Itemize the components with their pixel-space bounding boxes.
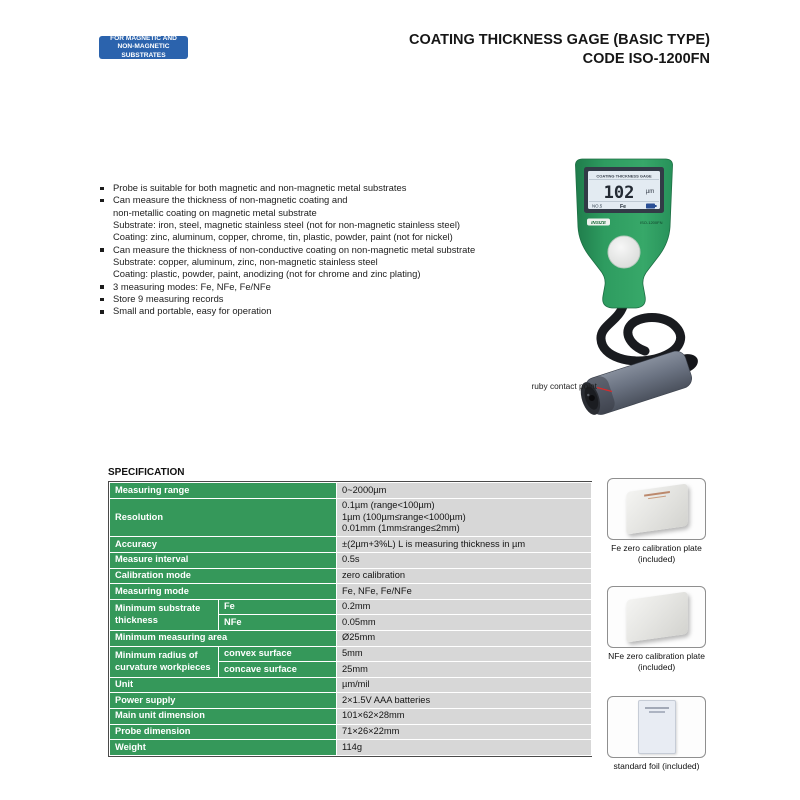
spec-row bbox=[110, 708, 592, 724]
bullet-icon bbox=[100, 285, 104, 289]
substrates-badge bbox=[99, 36, 188, 59]
plate-marking bbox=[648, 495, 666, 499]
spec-label-cell: Minimum measuring area bbox=[110, 630, 337, 646]
feature-text: Coating: plastic, powder, paint, anodizing (not for chrome and zinc plating) bbox=[113, 268, 421, 280]
spec-row bbox=[110, 552, 592, 568]
spec-label-cell: Unit bbox=[110, 677, 337, 693]
specification-heading: SPECIFICATION bbox=[108, 467, 185, 478]
spec-label-cell: Main unit dimension bbox=[110, 708, 337, 724]
feature-item-continuation bbox=[99, 231, 539, 243]
spec-sublabel-cell: convex surface bbox=[219, 646, 337, 662]
spec-label-cell: Minimum radius of curvature workpieces bbox=[110, 646, 219, 677]
feature-list bbox=[99, 182, 539, 318]
spec-value-cell: 101×62×28mm bbox=[337, 708, 592, 724]
feature-text: Coating: zinc, aluminum, copper, chrome, tin, plastic, powder, paint (not for nickel) bbox=[113, 231, 453, 243]
feature-text: non-metallic coating on magnetic metal substrate bbox=[113, 206, 317, 218]
feature-item-continuation bbox=[99, 268, 539, 280]
caption-line: (included) bbox=[637, 661, 676, 672]
spec-value-cell: 0.05mm bbox=[337, 615, 592, 631]
caption-line: Fe zero calibration plate bbox=[611, 543, 702, 553]
spec-label-cell: Minimum substrate thickness bbox=[110, 599, 219, 630]
foil-marking bbox=[649, 711, 665, 713]
spec-value-cell bbox=[337, 498, 592, 537]
spec-row bbox=[110, 483, 592, 499]
caption-line: (included) bbox=[637, 553, 676, 564]
spec-value-cell: 0~2000µm bbox=[337, 483, 592, 499]
spec-label-cell: Probe dimension bbox=[110, 724, 337, 740]
fe-zero-plate-image bbox=[626, 483, 687, 534]
spec-sublabel-cell: NFe bbox=[219, 615, 337, 631]
spec-value-cell: 71×26×22mm bbox=[337, 724, 592, 740]
gauge-button bbox=[608, 236, 640, 268]
feature-item bbox=[99, 244, 539, 256]
feature-item bbox=[99, 194, 539, 206]
bullet-icon bbox=[100, 248, 104, 252]
specification-table bbox=[108, 481, 592, 757]
spec-row bbox=[110, 630, 592, 646]
accessory-caption-foil bbox=[598, 761, 715, 772]
product-code: CODE ISO-1200FN bbox=[582, 50, 710, 67]
spec-label-cell: Calibration mode bbox=[110, 568, 337, 584]
product-image-gauge bbox=[500, 115, 720, 445]
feature-text: Substrate: copper, aluminum, zinc, non-magnetic stainless steel bbox=[113, 256, 378, 268]
spec-value-cell: Ø25mm bbox=[337, 630, 592, 646]
feature-text: Can measure the thickness of non-conductive coating on non-magnetic metal substrate bbox=[113, 243, 476, 255]
bullet-icon bbox=[100, 199, 104, 203]
lcd-record-number: NO.5 bbox=[592, 203, 603, 209]
accessory-box-nfe-plate bbox=[607, 586, 706, 648]
spec-value-line: 1µm (100µm≤range<1000µm) bbox=[342, 511, 466, 522]
bullet-icon bbox=[100, 298, 104, 302]
lcd-unit: µm bbox=[645, 189, 655, 195]
spec-value-cell: 0.2mm bbox=[337, 599, 592, 615]
spec-row bbox=[110, 584, 592, 600]
feature-text: 3 measuring modes: Fe, NFe, Fe/NFe bbox=[113, 280, 271, 292]
feature-text: Probe is suitable for both magnetic and non-magnetic metal substrates bbox=[113, 182, 407, 193]
brand-logo: INSIZE bbox=[591, 219, 606, 225]
spec-row bbox=[110, 646, 592, 662]
lcd-display bbox=[584, 167, 664, 213]
spec-row bbox=[110, 724, 592, 740]
spec-label-cell: Weight bbox=[110, 740, 337, 756]
accessory-caption-fe bbox=[598, 543, 715, 564]
badge-line-2: NON-MAGNETIC SUBSTRATES bbox=[117, 43, 170, 59]
spec-value-cell: µm/mil bbox=[337, 677, 592, 693]
feature-item bbox=[99, 293, 539, 305]
feature-text: Substrate: iron, steel, magnetic stainless steel (not for non-magnetic stainless steel) bbox=[113, 219, 461, 231]
spec-value-cell: 2×1.5V AAA batteries bbox=[337, 693, 592, 709]
probe-cable bbox=[601, 303, 681, 361]
spec-label-cell: Accuracy bbox=[110, 537, 337, 553]
feature-item-continuation bbox=[99, 256, 539, 268]
spec-value-line: 0.1µm (range<100µm) bbox=[342, 500, 435, 511]
spec-row bbox=[110, 599, 592, 615]
accessory-caption-nfe bbox=[598, 651, 715, 672]
spec-value-cell: ±(2µm+3%L) L is measuring thickness in µm bbox=[337, 537, 592, 553]
spec-row bbox=[110, 677, 592, 693]
spec-value-cell: 5mm bbox=[337, 646, 592, 662]
foil-marking bbox=[645, 707, 669, 709]
spec-label-cell: Measuring mode bbox=[110, 584, 337, 600]
bullet-icon bbox=[100, 310, 104, 314]
accessory-box-standard-foil bbox=[607, 696, 706, 758]
standard-foil-image bbox=[638, 700, 676, 754]
spec-value-line: 0.01mm (1mm≤range≤2mm) bbox=[342, 523, 460, 534]
spec-row bbox=[110, 568, 592, 584]
spec-value-cell: 114g bbox=[337, 740, 592, 756]
feature-item-continuation bbox=[99, 207, 539, 219]
spec-value-cell: 0.5s bbox=[337, 552, 592, 568]
spec-label-cell: Measuring range bbox=[110, 483, 337, 499]
lcd-value: 102 bbox=[603, 183, 635, 203]
spec-row bbox=[110, 740, 592, 756]
caption-line: standard foil (included) bbox=[613, 761, 700, 771]
lcd-mode: Fe bbox=[620, 204, 627, 210]
feature-item bbox=[99, 305, 539, 317]
spec-value-cell: 25mm bbox=[337, 662, 592, 678]
spec-sublabel-cell: Fe bbox=[219, 599, 337, 615]
caption-line: NFe zero calibration plate bbox=[608, 651, 705, 661]
spec-sublabel-cell: concave surface bbox=[219, 662, 337, 678]
lcd-header-text: COATING THICKNESS GAGE bbox=[596, 173, 652, 179]
feature-item bbox=[99, 182, 539, 194]
spec-row bbox=[110, 537, 592, 553]
spec-label-cell: Resolution bbox=[110, 498, 337, 537]
badge-line-1: FOR MAGNETIC AND bbox=[110, 35, 177, 43]
feature-item bbox=[99, 281, 539, 293]
model-text: ISO-1200FN bbox=[640, 220, 663, 225]
page-title bbox=[409, 31, 710, 68]
spec-label-cell: Power supply bbox=[110, 693, 337, 709]
spec-value-cell: zero calibration bbox=[337, 568, 592, 584]
feature-item-continuation bbox=[99, 219, 539, 231]
feature-text: Small and portable, easy for operation bbox=[113, 305, 272, 317]
product-title: COATING THICKNESS GAGE (BASIC TYPE) bbox=[408, 32, 710, 48]
spec-value-cell: Fe, NFe, Fe/NFe bbox=[337, 584, 592, 600]
spec-row bbox=[110, 693, 592, 709]
spec-row bbox=[110, 498, 592, 537]
spec-label-cell: Measure interval bbox=[110, 552, 337, 568]
feature-text: Can measure the thickness of non-magnetic coating and bbox=[113, 194, 348, 206]
bullet-icon bbox=[100, 187, 104, 191]
accessory-box-fe-plate bbox=[607, 478, 706, 540]
probe-annotation-label: ruby contact point bbox=[531, 381, 597, 391]
nfe-zero-plate-image bbox=[626, 591, 687, 642]
feature-text: Store 9 measuring records bbox=[113, 293, 224, 305]
